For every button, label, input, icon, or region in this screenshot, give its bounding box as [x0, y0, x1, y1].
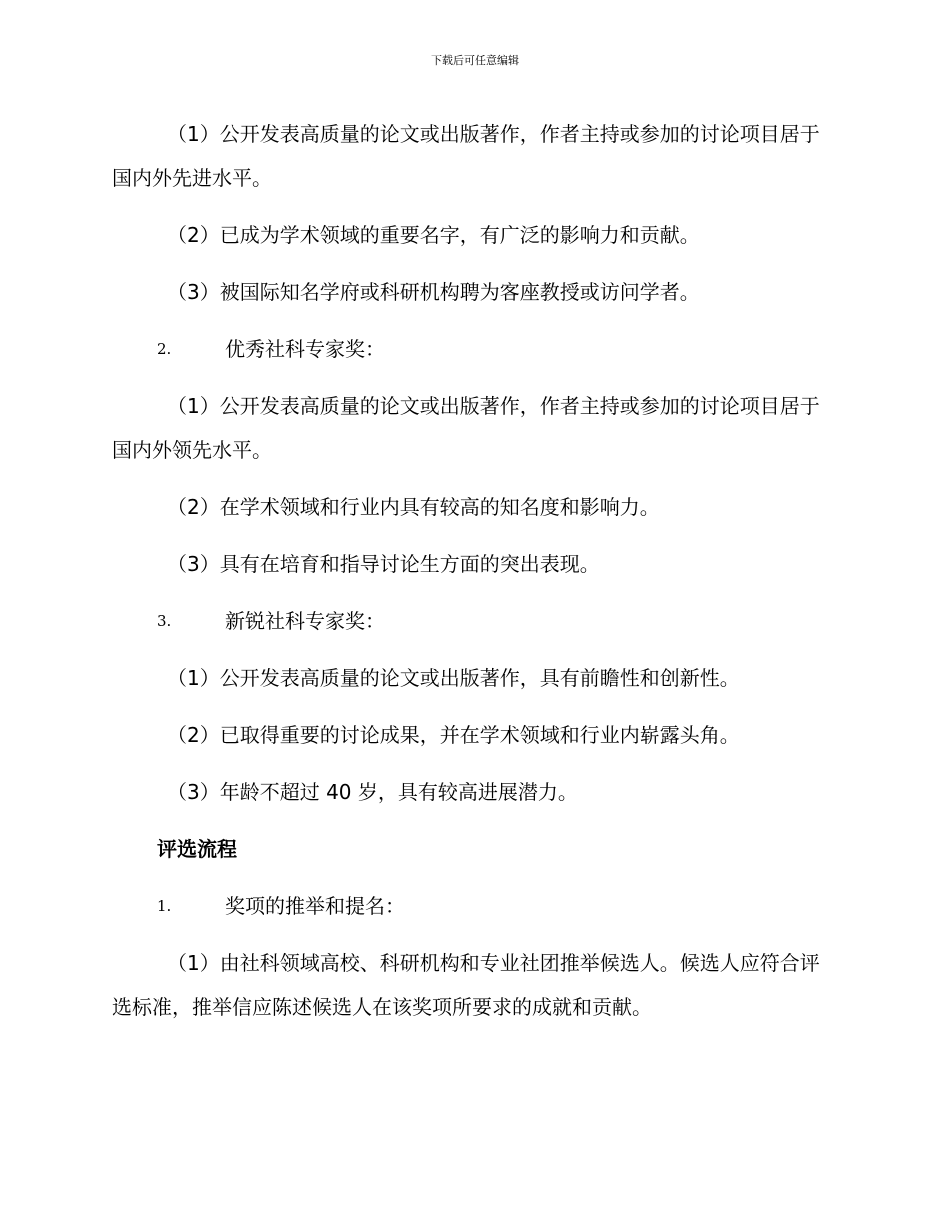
- list-item-award3: [112, 599, 827, 643]
- paragraph-award1-criterion2: （2）已成为学术领域的重要名字，有广泛的影响力和贡献。: [167, 223, 700, 247]
- paragraph-award1-criterion1: （1）公开发表高质量的论文或出版著作，作者主持或参加的讨论项目居于国内外先进水平。: [112, 122, 820, 190]
- paragraph-award3-criterion3: （3）年龄不超过 40 岁，具有较高进展潜力。: [167, 780, 578, 804]
- list-item-award2: [112, 327, 827, 371]
- page-header: 下载后可任意编辑: [431, 54, 519, 67]
- section-heading-selection-process: 评选流程: [157, 837, 237, 861]
- paragraph-award2-criterion2: （2）在学术领域和行业内具有较高的知名度和影响力。: [167, 495, 660, 519]
- list-item-label: 新锐社科专家奖：: [225, 609, 385, 633]
- paragraph-award3-criterion1: （1）公开发表高质量的论文或出版著作，具有前瞻性和创新性。: [167, 666, 740, 690]
- list-item-label: 优秀社科专家奖：: [225, 337, 385, 361]
- document-body: [112, 112, 827, 1042]
- list-item-label: 奖项的推举和提名：: [225, 894, 405, 918]
- paragraph-award2-criterion1: （1）公开发表高质量的论文或出版著作，作者主持或参加的讨论项目居于国内外领先水平。: [112, 394, 820, 462]
- list-number: 1.: [157, 897, 172, 915]
- paragraph-nomination-step1: （1）由社科领域高校、科研机构和专业社团推举候选人。候选人应符合评选标准，推举信应陈述候选人在该奖项所要求的成就和贡献。: [112, 951, 820, 1019]
- paragraph-award2-criterion3: （3）具有在培育和指导讨论生方面的突出表现。: [167, 552, 600, 576]
- paragraph-award3-criterion2: （2）已取得重要的讨论成果，并在学术领域和行业内崭露头角。: [167, 723, 740, 747]
- paragraph-award1-criterion3: （3）被国际知名学府或科研机构聘为客座教授或访问学者。: [167, 280, 700, 304]
- list-item-nomination: [112, 884, 827, 928]
- list-number: 2.: [157, 340, 172, 358]
- list-number: 3.: [157, 612, 172, 630]
